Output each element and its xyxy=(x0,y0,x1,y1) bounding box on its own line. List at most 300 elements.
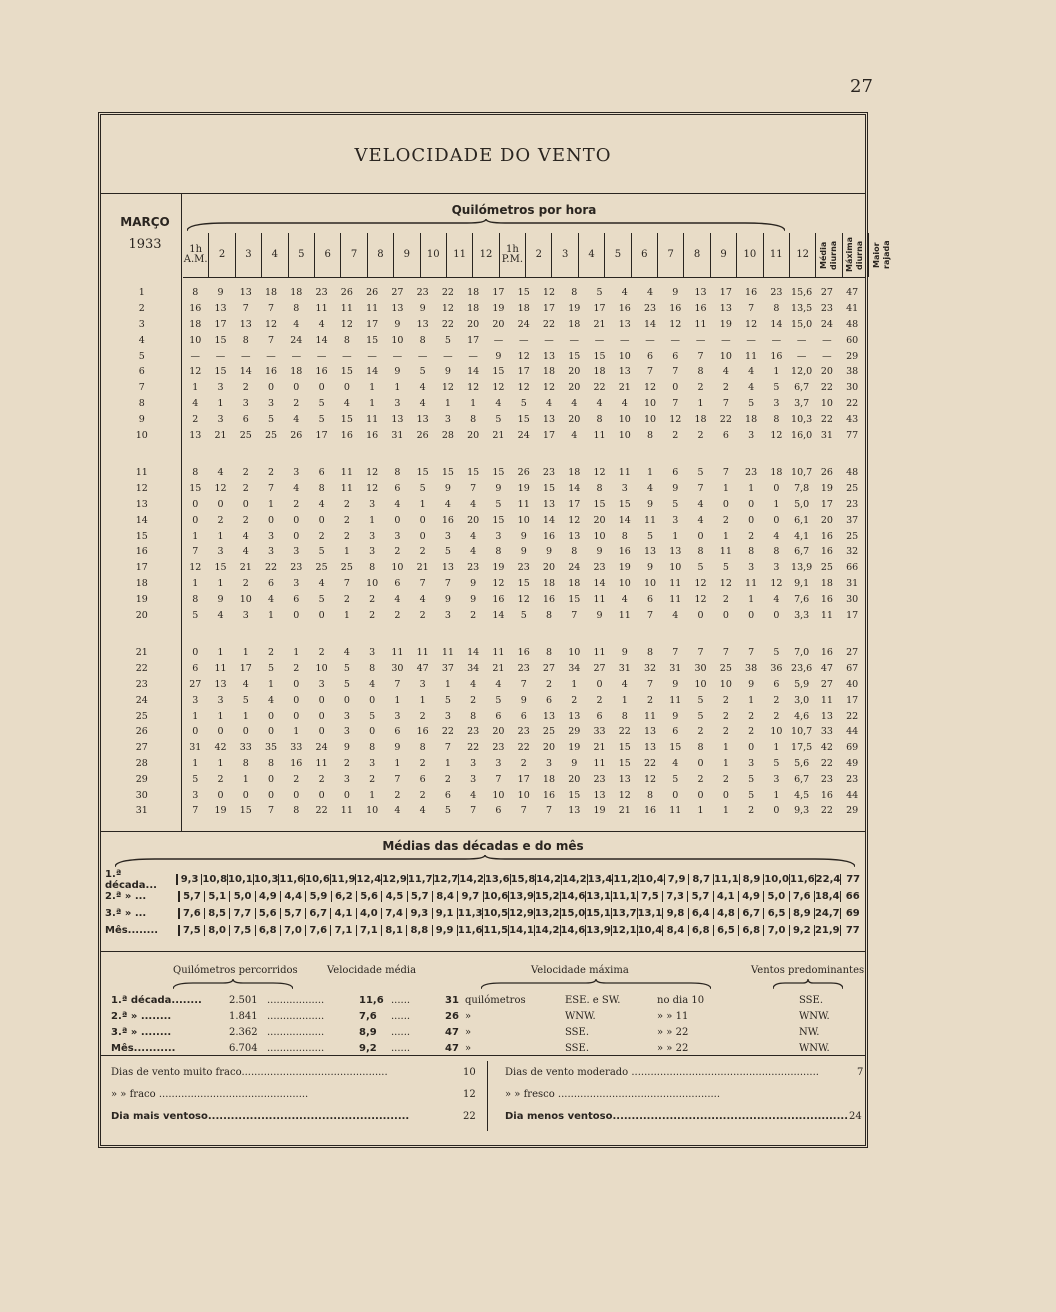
table-cell: 2 xyxy=(773,694,780,706)
table-cell: 26 xyxy=(340,287,353,299)
table-cell: 9 xyxy=(343,742,350,754)
table-cell: 7 xyxy=(394,773,401,785)
table-cell: 6 xyxy=(268,577,275,589)
medias-cell: 8,4 xyxy=(432,891,457,902)
table-cell: 9 xyxy=(596,546,603,558)
table-cell: 0 xyxy=(343,694,350,706)
table-cell: 6 xyxy=(495,805,502,817)
table-cell: 20 xyxy=(542,742,556,754)
table-cell: 47 xyxy=(820,663,833,675)
table-cell: 6,7 xyxy=(794,773,810,785)
table-cell: 5 xyxy=(343,663,350,675)
table-cell: 18 xyxy=(745,413,758,425)
vmed-value: 8,9 xyxy=(359,1027,377,1038)
table-cell: 9 xyxy=(520,546,527,558)
day-number: 24 xyxy=(135,694,148,706)
day-number: 1 xyxy=(138,287,145,299)
table-cell: 10,7 xyxy=(791,467,813,479)
medias-cell: 15,8 xyxy=(510,874,536,885)
day-number: 30 xyxy=(135,789,148,801)
table-cell: 0 xyxy=(268,514,275,526)
table-cell: 11 xyxy=(315,303,328,315)
table-cell: 8 xyxy=(596,483,603,495)
table-cell: 3 xyxy=(748,757,755,769)
table-cell: 12 xyxy=(340,318,353,330)
day-number: 4 xyxy=(138,334,145,346)
table-cell: 21 xyxy=(416,562,429,574)
table-cell: — xyxy=(822,350,832,362)
table-cell: 5 xyxy=(520,397,527,409)
table-cell: 5 xyxy=(444,694,451,706)
table-row xyxy=(101,332,865,348)
table-cell: 1 xyxy=(217,397,224,409)
medias-cell: 9,7 xyxy=(457,891,482,902)
table-cell: 0 xyxy=(217,498,224,510)
header-divider xyxy=(183,277,865,278)
table-cell: 1 xyxy=(773,366,780,378)
table-cell: 9 xyxy=(444,366,451,378)
table-cell: 4 xyxy=(621,397,628,409)
km-value: 1.841 xyxy=(229,1011,258,1022)
table-cell: 7 xyxy=(268,805,275,817)
table-cell: 18 xyxy=(290,366,303,378)
vmax-unit: » xyxy=(465,1027,472,1038)
medias-cell: 7,5 xyxy=(229,925,254,936)
table-cell: 5 xyxy=(748,397,755,409)
table-cell: 18 xyxy=(517,303,530,315)
hour-header-cell: 1h A.M. xyxy=(183,244,208,265)
table-cell: 8 xyxy=(773,546,780,558)
stat-header-wrapper xyxy=(868,233,894,277)
table-cell: 22 xyxy=(820,805,833,817)
footer-divider xyxy=(101,1055,865,1056)
table-cell: 1 xyxy=(217,647,224,659)
medias-cell: 12,1 xyxy=(611,925,637,936)
table-cell: — xyxy=(796,334,807,346)
table-cell: 14 xyxy=(643,318,657,330)
summary-label: 2.ª » ........ xyxy=(111,1011,172,1022)
table-cell: 3 xyxy=(343,773,350,785)
table-cell: 3 xyxy=(394,530,401,542)
table-cell: 10 xyxy=(366,577,379,589)
table-cell: 4 xyxy=(343,397,350,409)
table-cell: 12 xyxy=(694,593,707,605)
table-cell: 1 xyxy=(394,694,401,706)
table-cell: 14 xyxy=(770,318,783,330)
table-cell: 11 xyxy=(214,663,227,675)
table-cell: 9 xyxy=(394,318,401,330)
table-cell: 0 xyxy=(748,514,755,526)
table-cell: 10 xyxy=(366,805,379,817)
table-cell: 12 xyxy=(593,467,606,479)
medias-cell: 12,9 xyxy=(509,908,534,919)
table-cell: 23 xyxy=(517,726,530,738)
table-cell: 3 xyxy=(268,397,275,409)
table-cell: 2 xyxy=(697,773,704,785)
medias-cell: 13,7 xyxy=(611,908,637,919)
table-cell: 8 xyxy=(369,663,376,675)
table-row xyxy=(101,285,865,301)
medias-cell: 5,7 xyxy=(407,891,432,902)
table-cell: 8 xyxy=(268,757,275,769)
table-cell: 2 xyxy=(192,413,199,425)
table-cell: 3,3 xyxy=(794,609,810,621)
table-cell: 6 xyxy=(394,483,401,495)
table-cell: 10 xyxy=(719,678,732,690)
table-cell: 25 xyxy=(820,562,833,574)
table-cell: 1 xyxy=(722,757,729,769)
table-cell: 8 xyxy=(697,742,704,754)
table-cell: 1 xyxy=(293,647,300,659)
table-cell: 11 xyxy=(669,577,682,589)
table-cell: — xyxy=(518,334,529,346)
table-cell: 4 xyxy=(773,530,780,542)
table-cell: 4,5 xyxy=(794,789,810,801)
table-cell: 13 xyxy=(719,303,732,315)
medias-cell: 14,2 xyxy=(561,874,587,885)
table-title: VELOCIDADE DO VENTO xyxy=(354,145,612,166)
table-cell: 0 xyxy=(217,789,224,801)
table-cell: 10 xyxy=(643,577,657,589)
table-cell: 8 xyxy=(495,546,502,558)
table-cell: 29 xyxy=(846,350,859,362)
table-cell: 3,7 xyxy=(794,397,810,409)
table-cell: 1 xyxy=(722,805,729,817)
fraco-label: » » fraco ............................................... xyxy=(111,1089,309,1100)
table-cell: 0 xyxy=(293,609,300,621)
table-cell: 24 xyxy=(517,318,530,330)
table-cell: 22 xyxy=(441,287,454,299)
table-cell: 25 xyxy=(542,726,556,738)
table-cell: 3 xyxy=(369,498,376,510)
table-cell: 21 xyxy=(593,742,606,754)
table-row xyxy=(101,771,865,787)
table-cell: 5 xyxy=(697,694,704,706)
table-cell: 2 xyxy=(748,710,755,722)
day-number: 28 xyxy=(135,757,148,769)
table-cell: 12 xyxy=(189,366,202,378)
table-cell: 66 xyxy=(846,562,859,574)
table-cell: 10,7 xyxy=(791,726,813,738)
table-cell: 13 xyxy=(694,287,707,299)
table-cell: 3,0 xyxy=(794,694,810,706)
table-cell: 15,6 xyxy=(791,287,813,299)
hour-header-cell: 11 xyxy=(446,233,472,277)
table-cell: 18 xyxy=(820,577,833,589)
table-cell: 0 xyxy=(419,530,426,542)
medias-cell: 12,4 xyxy=(356,874,382,885)
table-cell: 1 xyxy=(343,609,350,621)
table-cell: 17 xyxy=(846,694,859,706)
table-cell: 60 xyxy=(846,334,859,346)
table-cell: 3 xyxy=(394,397,401,409)
table-cell: 4 xyxy=(419,805,426,817)
table-cell: 23 xyxy=(467,726,480,738)
table-cell: 40 xyxy=(846,678,859,690)
table-cell: 1 xyxy=(217,757,224,769)
table-cell: 4 xyxy=(470,530,477,542)
hour-header-cell: 1h P.M. xyxy=(499,233,525,277)
medias-row xyxy=(105,888,865,905)
table-row xyxy=(101,364,865,380)
table-cell: 16 xyxy=(820,546,833,558)
table-cell: 13 xyxy=(643,726,657,738)
table-cell: 14 xyxy=(366,366,379,378)
medias-cell: 6,8 xyxy=(738,925,763,936)
table-cell: 12 xyxy=(669,318,682,330)
table-cell: 0 xyxy=(773,805,780,817)
table-cell: 3 xyxy=(192,694,199,706)
table-cell: 21 xyxy=(239,562,252,574)
table-cell: 11 xyxy=(820,609,833,621)
table-cell: 12 xyxy=(441,303,454,315)
table-cell: 11 xyxy=(643,514,657,526)
table-cell: 4 xyxy=(394,593,401,605)
table-cell: 0 xyxy=(773,609,780,621)
table-cell: 4 xyxy=(621,287,628,299)
table-cell: 4 xyxy=(571,429,578,441)
table-cell: 0 xyxy=(192,647,199,659)
table-row xyxy=(101,708,865,724)
table-cell: 11 xyxy=(745,577,758,589)
table-cell: 6 xyxy=(596,710,603,722)
table-cell: 0 xyxy=(242,726,249,738)
table-cell: 6 xyxy=(647,350,654,362)
medias-cell: 7,9 xyxy=(664,874,689,885)
table-cell: 1 xyxy=(773,789,780,801)
table-cell: 4 xyxy=(394,805,401,817)
table-cell: 9 xyxy=(217,287,224,299)
table-cell: — xyxy=(746,334,756,346)
table-cell: 5 xyxy=(748,789,755,801)
medias-cell: 8,4 xyxy=(662,925,687,936)
day-number: 15 xyxy=(135,530,148,542)
table-cell: 10 xyxy=(618,413,631,425)
table-cell: 14 xyxy=(239,366,252,378)
medias-cell: 7,0 xyxy=(763,925,788,936)
table-cell: 27 xyxy=(189,678,202,690)
day-number: 26 xyxy=(135,726,148,738)
table-cell: 5 xyxy=(748,773,755,785)
table-cell: 15 xyxy=(214,334,227,346)
table-cell: 7 xyxy=(748,647,755,659)
table-cell: 11 xyxy=(416,647,429,659)
table-cell: 0 xyxy=(268,789,275,801)
table-cell: 1 xyxy=(571,678,578,690)
table-cell: 2 xyxy=(242,577,249,589)
table-cell: 13 xyxy=(391,303,404,315)
vmed-value: 9,2 xyxy=(359,1043,377,1054)
table-cell: 69 xyxy=(846,742,859,754)
table-row xyxy=(101,317,865,333)
table-cell: 1 xyxy=(394,382,401,394)
table-cell: 11 xyxy=(315,757,328,769)
table-cell: 3 xyxy=(444,413,451,425)
table-cell: 2 xyxy=(369,609,376,621)
table-cell: 2 xyxy=(470,694,477,706)
table-cell: 2 xyxy=(722,726,729,738)
table-cell: 3 xyxy=(268,546,275,558)
table-cell: 0 xyxy=(697,530,704,542)
medias-cell: 7,1 xyxy=(356,925,381,936)
table-cell: 16 xyxy=(542,530,556,542)
vmed-value: 11,6 xyxy=(359,995,384,1006)
medias-cell: 9,3 xyxy=(406,908,431,919)
table-cell: 25 xyxy=(265,429,278,441)
table-cell: 5,0 xyxy=(794,498,810,510)
table-cell: 5,6 xyxy=(794,757,810,769)
table-cell: 15 xyxy=(618,757,631,769)
table-cell: 4 xyxy=(419,397,426,409)
table-cell: 22 xyxy=(719,413,732,425)
day-number: 9 xyxy=(138,413,145,425)
table-cell: 2 xyxy=(318,773,325,785)
table-cell: 9 xyxy=(672,710,679,722)
table-cell: — xyxy=(822,334,832,346)
table-cell: 7 xyxy=(672,397,679,409)
table-cell: 9 xyxy=(520,694,527,706)
table-cell: 6 xyxy=(773,678,780,690)
vmax-unit: quilómetros xyxy=(465,995,526,1006)
table-cell: 2 xyxy=(293,498,300,510)
table-cell: 19 xyxy=(593,805,606,817)
table-cell: 8 xyxy=(773,413,780,425)
table-cell: 17 xyxy=(517,773,530,785)
table-cell: 8 xyxy=(192,287,199,299)
table-cell: 25 xyxy=(846,483,859,495)
table-cell: 7 xyxy=(242,303,249,315)
table-cell: 21 xyxy=(618,805,631,817)
table-cell: 23,6 xyxy=(791,663,813,675)
table-cell: 13 xyxy=(820,710,833,722)
table-cell: 10 xyxy=(492,789,505,801)
table-cell: 22 xyxy=(315,805,328,817)
table-cell: 3 xyxy=(773,397,780,409)
table-cell: 4 xyxy=(318,498,325,510)
table-cell: 22 xyxy=(441,318,454,330)
medias-cell: 4,4 xyxy=(280,891,305,902)
hour-header-cell: 6 xyxy=(314,233,340,277)
table-cell: 0 xyxy=(343,382,350,394)
table-cell: 1 xyxy=(748,483,755,495)
table-cell: 33 xyxy=(290,742,303,754)
table-cell: 12 xyxy=(719,577,732,589)
table-cell: 9,1 xyxy=(794,577,810,589)
table-cell: 1 xyxy=(242,647,249,659)
stat-header-wrapper xyxy=(842,233,868,277)
year-label: 1933 xyxy=(128,237,162,252)
table-cell: 4 xyxy=(394,498,401,510)
table-cell: 16 xyxy=(517,647,530,659)
table-cell: 17 xyxy=(467,334,480,346)
table-row xyxy=(101,301,865,317)
hour-header-cell: 3 xyxy=(235,233,261,277)
medias-row-label: 1.ª década... xyxy=(105,868,157,891)
day-number: 31 xyxy=(135,805,148,817)
table-cell: 7 xyxy=(520,805,527,817)
table-cell: 12 xyxy=(542,287,556,299)
table-cell: 1 xyxy=(217,710,224,722)
table-cell: 33 xyxy=(239,742,252,754)
table-cell: 6 xyxy=(647,593,654,605)
table-cell: 5 xyxy=(192,609,199,621)
table-cell: 31 xyxy=(391,429,404,441)
table-cell: 2 xyxy=(394,546,401,558)
vmax-direction: ESE. e SW. xyxy=(565,995,621,1006)
table-cell: 5 xyxy=(318,546,325,558)
table-cell: 16 xyxy=(618,546,631,558)
table-cell: 16,0 xyxy=(791,429,813,441)
medias-cell: 4,1 xyxy=(713,891,738,902)
table-cell: 3 xyxy=(444,530,451,542)
table-cell: 8 xyxy=(242,757,249,769)
fraco-value: 12 xyxy=(463,1089,476,1100)
table-cell: 6 xyxy=(672,350,679,362)
table-cell: 5 xyxy=(192,773,199,785)
table-cell: 2 xyxy=(722,593,729,605)
table-cell: 2 xyxy=(318,530,325,542)
table-cell: 1 xyxy=(697,397,704,409)
dots: .................. xyxy=(267,1043,325,1054)
vmax-header: Velocidade máxima xyxy=(531,965,629,976)
table-cell: 27 xyxy=(593,663,606,675)
table-cell: 0 xyxy=(192,498,199,510)
vmax-day: » » 22 xyxy=(657,1043,689,1054)
table-cell: 0 xyxy=(748,498,755,510)
table-cell: 15 xyxy=(492,366,505,378)
day-number: 19 xyxy=(135,593,148,605)
table-cell: 7 xyxy=(268,334,275,346)
medias-cell: 11,6 xyxy=(279,874,305,885)
table-cell: 6 xyxy=(520,710,527,722)
table-cell: 8 xyxy=(369,742,376,754)
table-cell: — xyxy=(670,334,681,346)
table-cell: 8 xyxy=(419,742,426,754)
medias-cell: 8,8 xyxy=(406,925,431,936)
hour-header-cell: 7 xyxy=(340,233,366,277)
table-cell: 8 xyxy=(621,530,628,542)
table-cell: 5 xyxy=(596,287,603,299)
table-cell: 7 xyxy=(571,609,578,621)
table-cell: 11 xyxy=(820,694,833,706)
table-cell: 4 xyxy=(444,498,451,510)
table-cell: 4 xyxy=(242,678,249,690)
table-cell: 23 xyxy=(467,562,480,574)
km-value: 2.501 xyxy=(229,995,258,1006)
table-cell: 8 xyxy=(647,789,654,801)
table-cell: 19 xyxy=(492,303,505,315)
day-number: 5 xyxy=(138,350,145,362)
table-cell: 19 xyxy=(719,318,732,330)
table-cell: 8 xyxy=(596,413,603,425)
table-cell: 8 xyxy=(318,483,325,495)
table-cell: 4 xyxy=(217,609,224,621)
medias-cell: 6,4 xyxy=(688,908,713,919)
table-cell: 10 xyxy=(820,397,833,409)
km-value: 2.362 xyxy=(229,1027,258,1038)
table-cell: 23 xyxy=(492,742,505,754)
table-cell: 2 xyxy=(596,694,603,706)
table-cell: 6,7 xyxy=(794,546,810,558)
medias-row xyxy=(105,868,865,891)
table-cell: — xyxy=(569,334,579,346)
table-cell: 11 xyxy=(618,467,631,479)
table-cell: 18 xyxy=(542,773,556,785)
table-cell: 2 xyxy=(293,397,300,409)
table-cell: 21 xyxy=(214,429,227,441)
table-cell: 13 xyxy=(618,318,631,330)
table-cell: 7 xyxy=(722,647,729,659)
